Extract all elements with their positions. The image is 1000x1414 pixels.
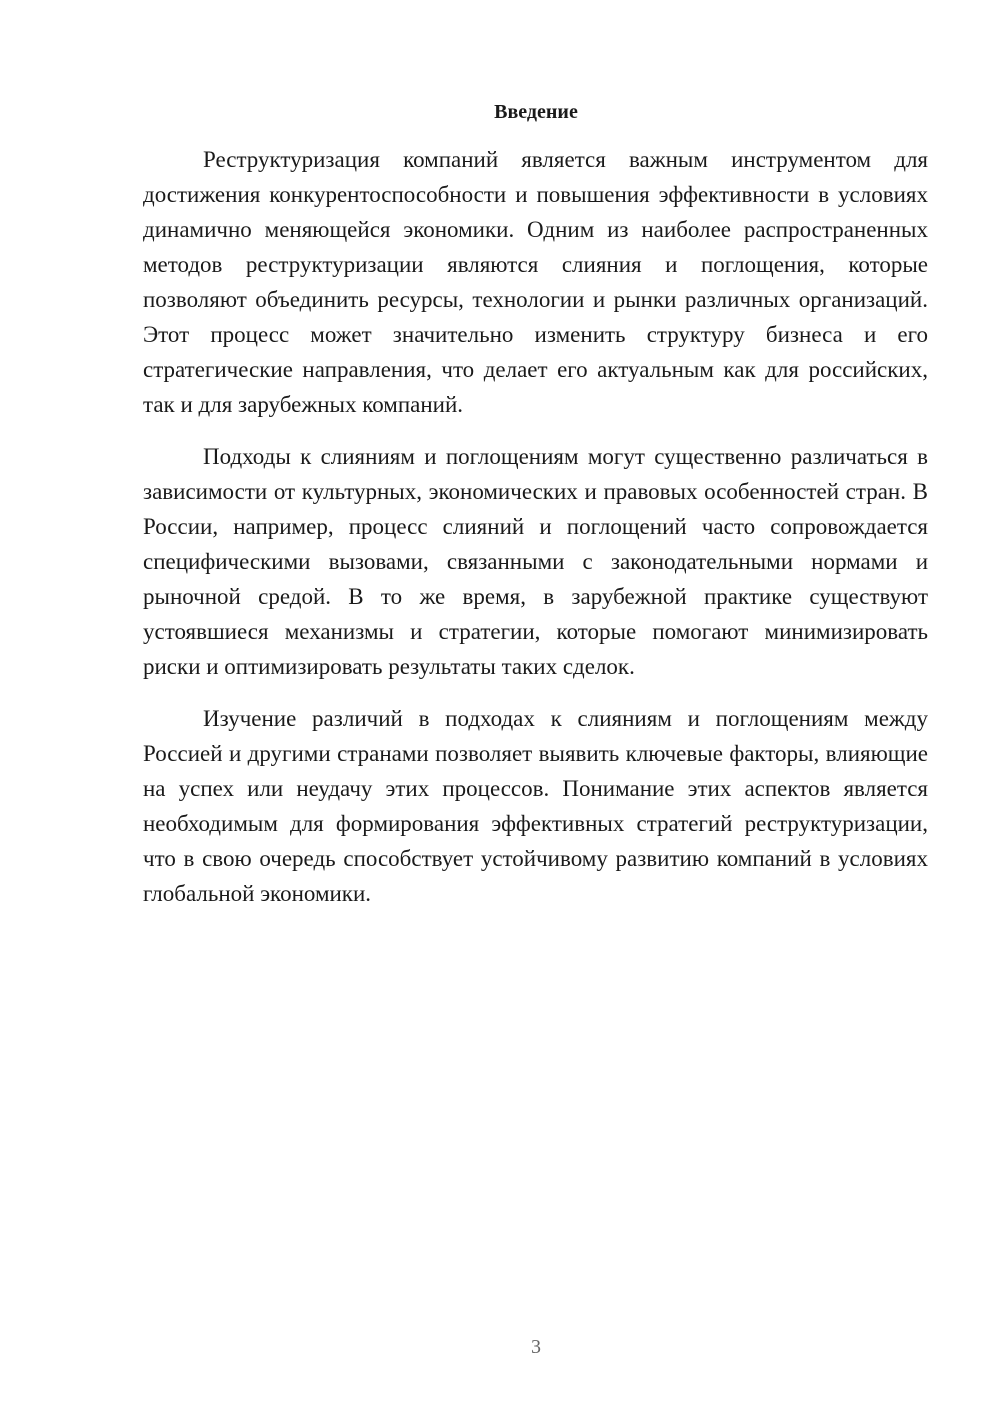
body-text — [143, 142, 928, 928]
paragraph-1: Реструктуризация компаний является важным инструментом для достижения конкурентоспособности и повышения эффективности в условиях динамично меняющейся экономики. Одним из наиболее распространенных методов реструктуризации являются слияния и поглощения, которые позволяют объединить ресурсы, технологии и рынки различных организаций. Этот процесс может значительно изменить структуру бизнеса и его стратегические направления, что делает его актуальным как для российских, так и для зарубежных компаний. — [143, 147, 928, 417]
paragraph-2: Подходы к слияниям и поглощениям могут существенно различаться в зависимости от культурных, экономических и правовых особенностей стран. В России, например, процесс слияний и поглощений часто сопровождается специфическими вызовами, связанными с законодательными нормами и рыночной средой. В то же время, в зарубежной практике существуют устоявшиеся механизмы и стратегии, которые помогают минимизировать риски и оптимизировать результаты таких сделок. — [143, 444, 928, 679]
section-heading: Введение — [494, 101, 578, 123]
page-number: 3 — [531, 1336, 541, 1358]
paragraph-3: Изучение различий в подходах к слияниям и поглощениям между Россией и другими странами позволяет выявить ключевые факторы, влияющие на успех или неудачу этих процессов. Понимание этих аспектов является необходимым для формирования эффективных стратегий реструктуризации, что в свою очередь способствует устойчивому развитию компаний в условиях глобальной экономики. — [143, 706, 928, 906]
